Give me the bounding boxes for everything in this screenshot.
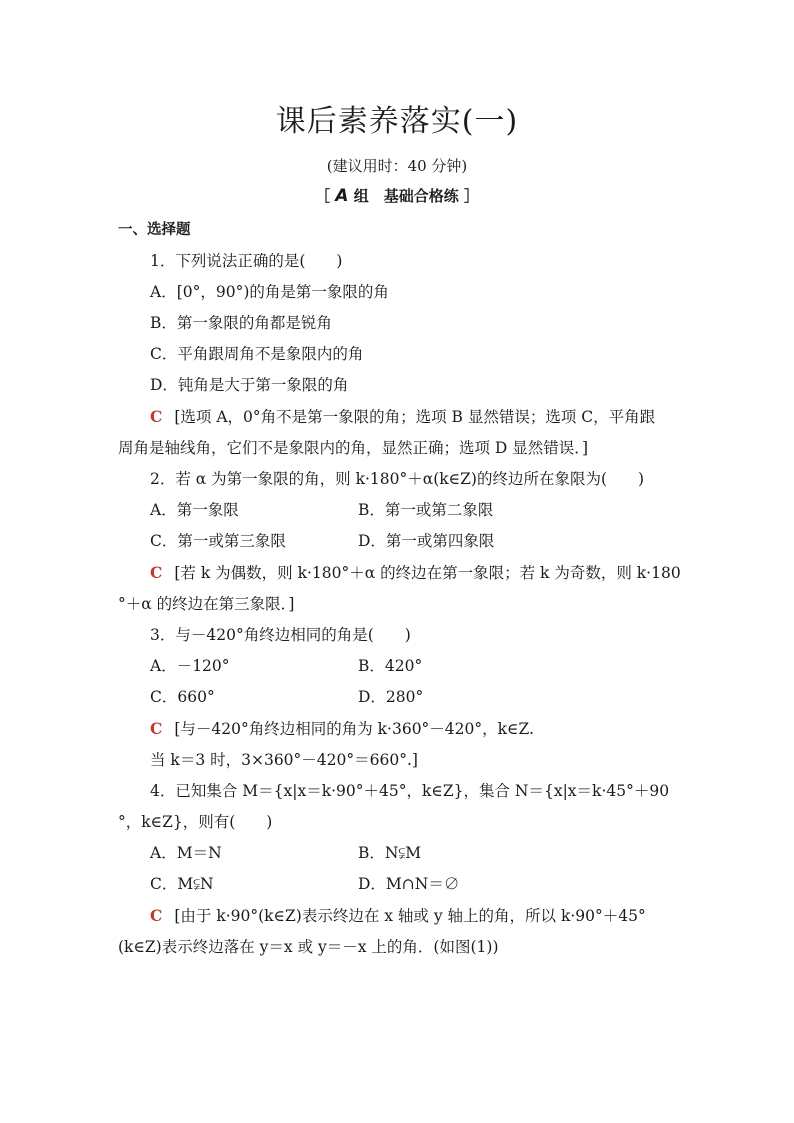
q3-explanation-line1: [与－420°角终边相同的角为 k·360°－420°，k∈Z. xyxy=(174,720,534,738)
q4-stem-line2: °，k∈Z}，则有( ) xyxy=(118,813,273,831)
group-bracket-close: ］ xyxy=(463,187,479,205)
q2-option-a: A．第一象限 xyxy=(150,501,239,519)
q3-option-b: B．420° xyxy=(358,657,423,675)
q2-explanation-line1: [若 k 为偶数，则 k·180°＋α 的终边在第一象限；若 k 为奇数，则 k·180 xyxy=(174,564,681,582)
q1-answer: C xyxy=(150,407,163,426)
q4-explanation-line2: (k∈Z)表示终边落在 y＝x 或 y＝－x 上的角．(如图(1)) xyxy=(118,938,499,956)
q1-option-d: D．钝角是大于第一象限的角 xyxy=(150,376,349,394)
q2-explanation-line2: °＋α 的终边在第三象限．] xyxy=(118,595,295,613)
q3-stem: 3．与－420°角终边相同的角是( ) xyxy=(150,626,411,644)
q4-stem-line1: 4．已知集合 M＝{x|x＝k·90°＋45°，k∈Z}，集合 N＝{x|x＝k·45°＋90 xyxy=(150,782,670,800)
q3-option-d: D．280° xyxy=(358,688,424,706)
section-heading: 一、选择题 xyxy=(118,222,191,238)
q2-option-d: D．第一或第四象限 xyxy=(358,532,495,550)
q3-option-c: C．660° xyxy=(150,688,215,706)
group-heading xyxy=(0,185,794,206)
q1-explanation-line2: 周角是轴线角，它们不是象限内的角，显然正确；选项 D 显然错误．] xyxy=(118,439,589,457)
group-label: 组 基础合格练 xyxy=(353,187,459,205)
q4-explanation-line1: [由于 k·90°(k∈Z)表示终边在 x 轴或 y 轴上的角，所以 k·90°＋45° xyxy=(174,907,646,925)
q1-stem: 1．下列说法正确的是( ) xyxy=(150,252,343,270)
q2-answer: C xyxy=(150,563,163,582)
q1-explanation-line1: [选项 A，0°角不是第一象限的角；选项 B 显然错误；选项 C，平角跟 xyxy=(174,408,656,426)
q3-explanation xyxy=(150,717,534,739)
q3-explanation-line2: 当 k＝3 时，3×360°－420°＝660°.] xyxy=(150,751,418,769)
page-title: 课后素养落实(一) xyxy=(275,104,519,139)
q4-option-b: B．N⫋M xyxy=(358,844,422,862)
time-hint: (建议用时：40 分钟) xyxy=(326,157,468,175)
q4-option-c: C．M⫋N xyxy=(150,875,214,893)
q2-option-c: C．第一或第三象限 xyxy=(150,532,286,550)
q1-option-c: C．平角跟周角不是象限内的角 xyxy=(150,345,364,363)
q3-answer: C xyxy=(150,719,163,738)
q1-option-a: A．[0°，90°)的角是第一象限的角 xyxy=(150,283,389,301)
q3-option-a: A．－120° xyxy=(150,657,230,675)
q4-option-d: D．M∩N＝∅ xyxy=(358,875,460,893)
q2-stem: 2．若 α 为第一象限的角，则 k·180°＋α(k∈Z)的终边所在象限为( ) xyxy=(150,470,645,488)
q1-option-b: B．第一象限的角都是锐角 xyxy=(150,314,332,332)
q4-answer: C xyxy=(150,906,163,925)
q2-option-b: B．第一或第二象限 xyxy=(358,501,494,519)
q1-explanation xyxy=(150,405,655,427)
group-badge: A xyxy=(335,186,349,206)
group-bracket-open: ［ xyxy=(315,187,331,205)
q4-explanation xyxy=(150,904,646,926)
q2-explanation xyxy=(150,561,681,583)
q4-option-a: A．M＝N xyxy=(150,844,222,862)
